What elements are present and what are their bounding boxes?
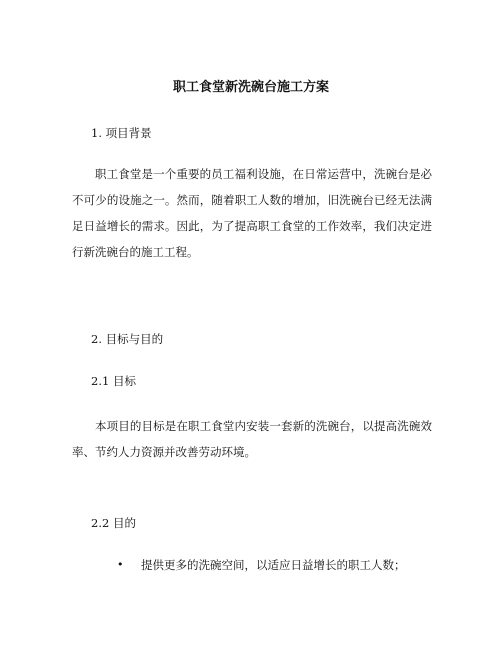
background-paragraph: 职工食堂是一个重要的员工福利设施，在日常运营中，洗碗台是必不可少的设施之一。然而，随着职工人数的增加，旧洗碗台已经无法满足日益增长的需求。因此，为了提高职工食堂的工作效率，我们决定进行新洗碗台的施工工程。: [72, 167, 432, 259]
purpose-list-item-text: 提供更多的洗碗空间，以适应日益增长的职工人数；: [141, 558, 406, 572]
document-title: 职工食堂新洗碗台施工方案: [172, 80, 329, 95]
section-heading-goals: 2. 目标与目的: [91, 332, 164, 346]
section-heading-purpose: 2.2 目的: [91, 516, 136, 530]
section-heading-background: 1. 项目背景: [91, 126, 152, 140]
bullet-icon: •: [117, 558, 124, 571]
target-paragraph: 本项目的目标是在职工食堂内安装一套新的洗碗台，以提高洗碗效率、节约人力资源并改善劳动环境。: [72, 419, 432, 459]
section-heading-target: 2.1 目标: [91, 374, 136, 388]
